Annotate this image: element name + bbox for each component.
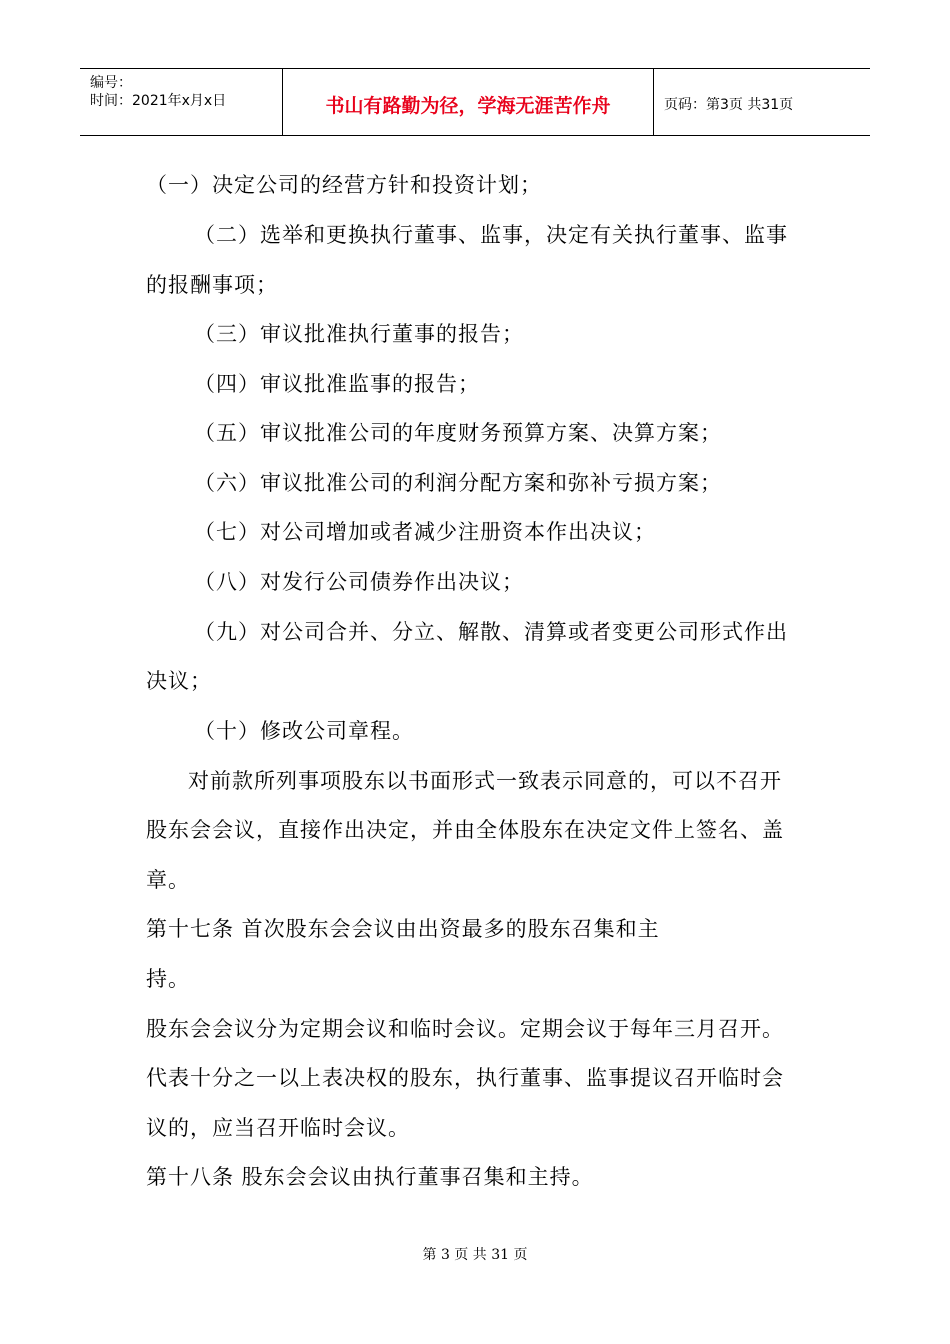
body-line: 持。 — [146, 967, 190, 991]
body-line: （十）修改公司章程。 — [194, 719, 414, 743]
time-label: 时间：2021年x月x日 — [90, 93, 227, 109]
body-line: 股东会会议分为定期会议和临时会议。定期会议于每年三月召开。 — [146, 1017, 784, 1041]
page-footer: 第 3 页 共 31 页 — [422, 1247, 528, 1263]
body-line: 股东会会议，直接作出决定，并由全体股东在决定文件上签名、盖 — [146, 818, 784, 842]
body-line: （八）对发行公司债券作出决议； — [194, 570, 524, 594]
article-heading: 第十八条 股东会会议由执行董事召集和主持。 — [146, 1165, 594, 1189]
page-header — [80, 68, 870, 136]
article-heading: 第十七条 首次股东会会议由出资最多的股东召集和主 — [146, 917, 660, 941]
header-meta — [80, 69, 282, 135]
header-page-info: 页码：第3页 共31页 — [664, 97, 794, 113]
header-motto: 书山有路勤为径，学海无涯苦作舟 — [282, 69, 654, 135]
serial-label: 编号： — [90, 75, 132, 91]
body-line: 章。 — [146, 868, 190, 892]
body-line: （二）选举和更换执行董事、监事，决定有关执行董事、监事 — [194, 223, 788, 247]
body-line: （四）审议批准监事的报告； — [194, 372, 480, 396]
body-line: 代表十分之一以上表决权的股东，执行董事、监事提议召开临时会 — [146, 1066, 784, 1090]
body-line: （五）审议批准公司的年度财务预算方案、决算方案； — [194, 421, 722, 445]
body-line: （一）决定公司的经营方针和投资计划； — [146, 173, 542, 197]
body-line: 对前款所列事项股东以书面形式一致表示同意的，可以不召开 — [188, 769, 782, 793]
body-line: 议的，应当召开临时会议。 — [146, 1116, 410, 1140]
body-line: （三）审议批准执行董事的报告； — [194, 322, 524, 346]
body-line: （九）对公司合并、分立、解散、清算或者变更公司形式作出 — [194, 620, 788, 644]
body-line: 的报酬事项； — [146, 273, 278, 297]
body-line: （六）审议批准公司的利润分配方案和弥补亏损方案； — [194, 471, 722, 495]
body-line: 决议； — [146, 669, 212, 693]
body-line: （七）对公司增加或者减少注册资本作出决议； — [194, 520, 656, 544]
